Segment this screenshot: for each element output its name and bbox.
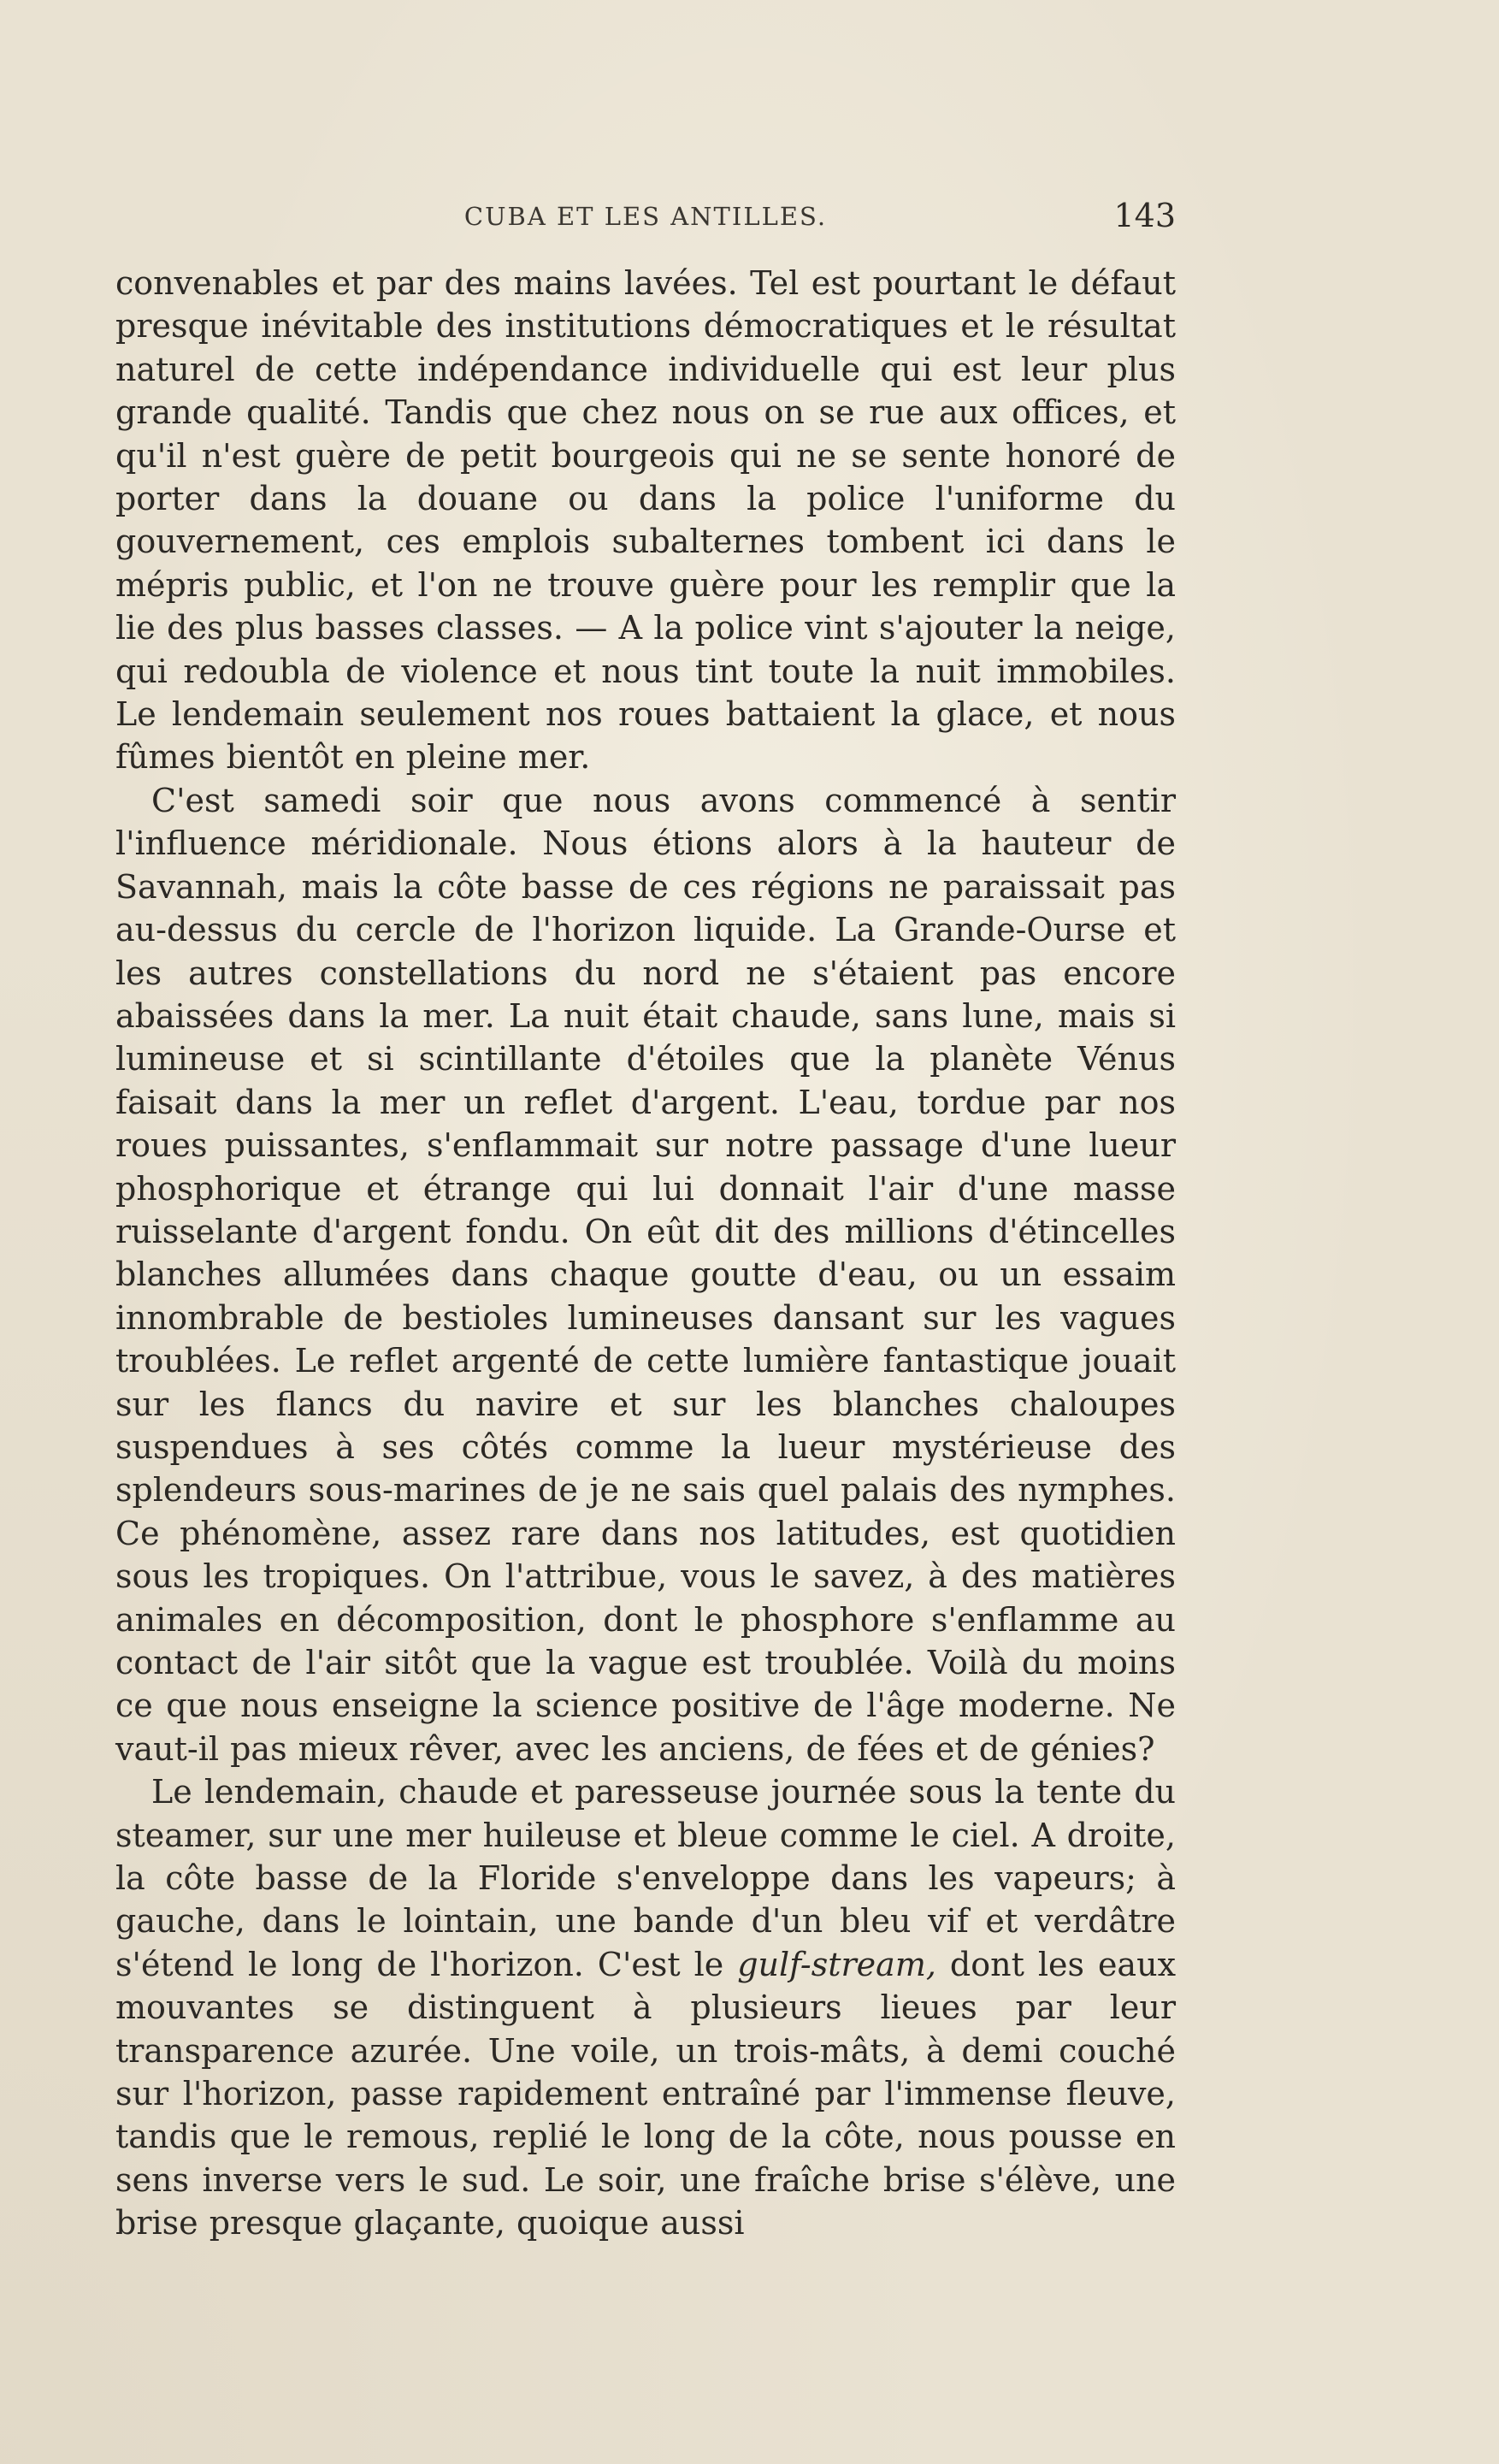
- paragraph-text-before: Le lendemain, chaude et paresseuse journée sous la tente du steamer, sur une mer huileuse et bleue comme le ciel. A droite, la côte basse de la Floride s'enveloppe dans les vapeurs; à gauche, dans le lointain, une bande d'un bleu vif et verdâtre s'étend le long de l'horizon. C'est le: [115, 1773, 1176, 1983]
- page-number: 143: [1113, 197, 1176, 234]
- paragraph-continued: convenables et par des mains lavées. Tel est pourtant le défaut presque inévitable des institutions démocratiques et le résultat naturel de cette indépendance individuelle qui est leur plus grande qualité. Tandis que chez nous on se rue aux offices, et qu'il n'est guère de petit bourgeois qui ne se sente honoré de porter dans la douane ou dans la police l'uniforme du gouvernement, ces emplois subalternes tombent ici dans le mépris public, et l'on ne trouve guère pour les remplir que la lie des plus basses classes. — A la police vint s'ajouter la neige, qui redoubla de violence et nous tint toute la nuit immobiles. Le lendemain seulement nos roues battaient la glace, et nous fûmes bientôt en pleine mer.: [115, 264, 1176, 777]
- body-text: [115, 262, 1176, 2245]
- paragraph-gulf-stream: [115, 1770, 1176, 2244]
- book-page: [115, 197, 1176, 2245]
- paragraph-text-after: dont les eaux mouvantes se distinguent à plusieurs lieues par leur transparence azurée. Une voile, un trois-mâts, à demi couché sur l'horizon, passe rapidement entraîné par l'immense fleuve, tandis que le remous, replié le long de la côte, nous pousse en sens inverse vers le sud. Le soir, une fraîche brise s'élève, une brise presque glaçante, quoique aussi: [115, 1945, 1176, 2242]
- running-title: CUBA ET LES ANTILLES.: [463, 202, 828, 231]
- paragraph-meridional-night: C'est samedi soir que nous avons commencé à sentir l'influence méridionale. Nous étions alors à la hauteur de Savannah, mais la côte basse de ces régions ne paraissait pas au-dessus du cercle de l'horizon liquide. La Grande-Ourse et les autres constellations du nord ne s'étaient pas encore abaissées dans la mer. La nuit était chaude, sans lune, mais si lumineuse et si scintillante d'étoiles que la planète Vénus faisait dans la mer un reflet d'argent. L'eau, tordue par nos roues puissantes, s'enflammait sur notre passage d'une lueur phosphorique et étrange qui lui donnait l'air d'une masse ruisselante d'argent fondu. On eût dit des millions d'étincelles blanches allumées dans chaque goutte d'eau, ou un essaim innombrable de bestioles lumineuses dansant sur les vagues troublées. Le reflet argenté de cette lumière fantastique jouait sur les flancs du navire et sur les blanches chaloupes suspendues à ses côtés comme la lueur mystérieuse des splendeurs sous-marines de je ne sais quel palais des nymphes. Ce phénomène, assez rare dans nos latitudes, est quotidien sous les tropiques. On l'attribue, vous le savez, à des matières animales en décomposition, dont le phosphore s'enflamme au contact de l'air sitôt que la vague est troublée. Voilà du moins ce que nous enseigne la science positive de l'âge moderne. Ne vaut-il pas mieux rêver, avec les anciens, de fées et de génies?: [115, 781, 1176, 1768]
- running-head: [115, 197, 1176, 245]
- italic-term: gulf-stream,: [737, 1945, 936, 1983]
